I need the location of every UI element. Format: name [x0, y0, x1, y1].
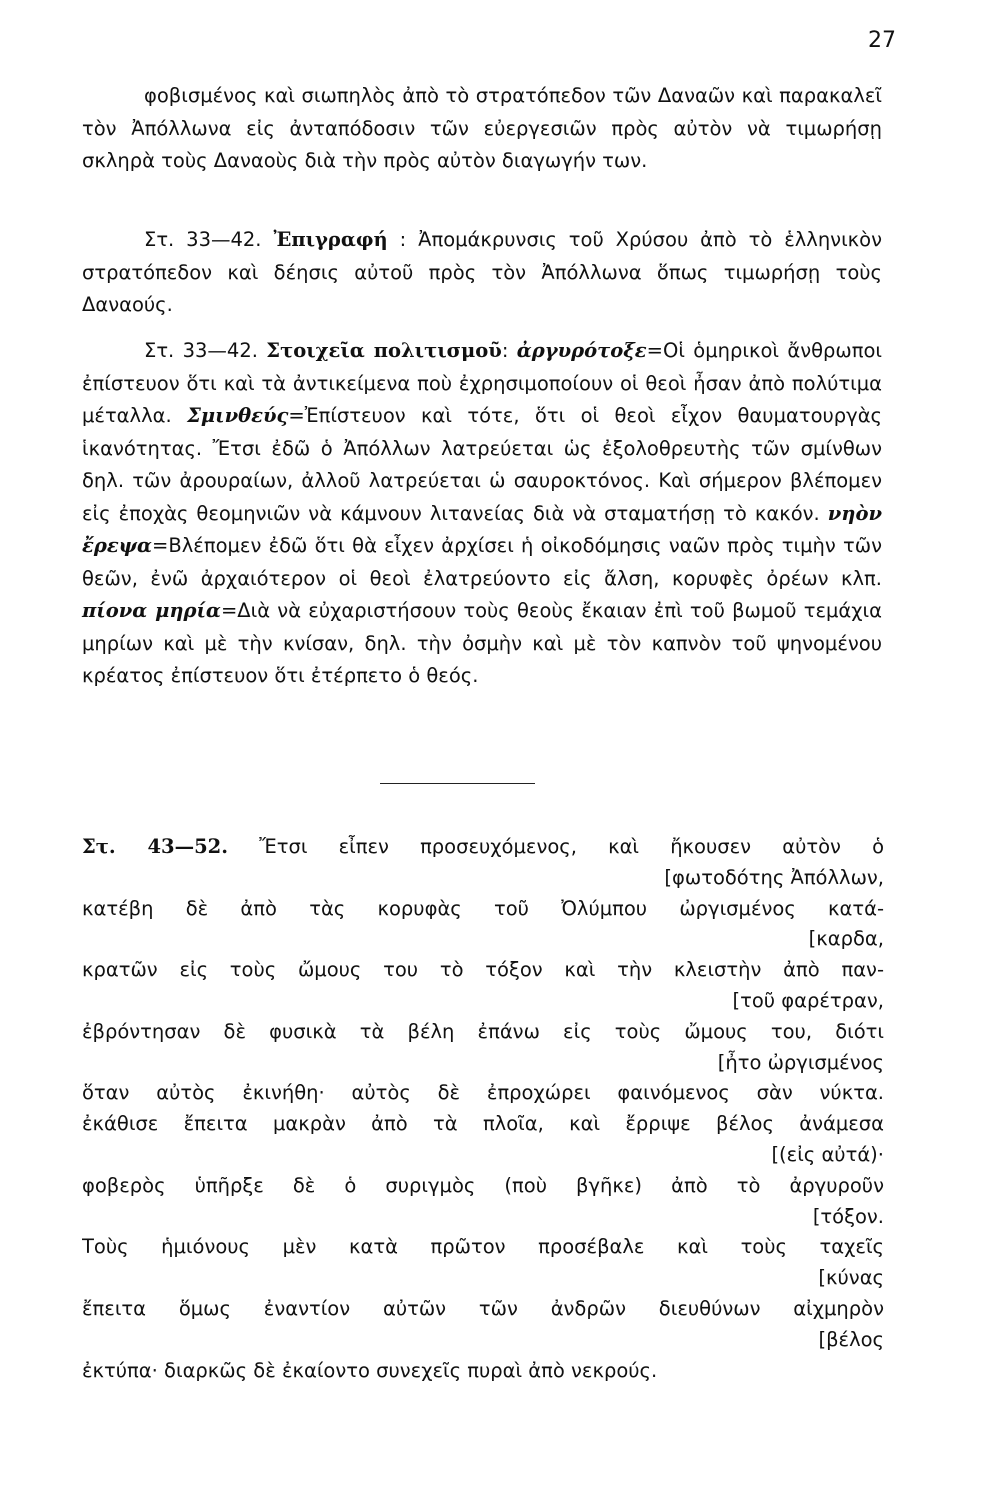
- verse-line-continuation: [τοῦ φαρέτραν,: [732, 988, 884, 1012]
- verse-reference: Στ. 33—42.: [144, 228, 262, 251]
- paragraph-text: =Ἐπίστευον καὶ τότε, ὅτι οἱ θεοὶ εἶχον θαυματουργὰς ἱκανότητας. Ἔτσι ἐδῶ ὁ Ἀπόλλων λατρεύεται ὡς ἐξολοθρευτὴς τῶν σμίνθων δηλ. τῶν ἀρουραίων, ἀλλοῦ λατρεύεται ὡ σαυροκτόνος. Καὶ σήμερον βλέπομεν εἰς ἐποχὰς θεομηνιῶν νὰ κάμνουν λιτανείας διὰ νὰ σταματήσῃ τὸ κακόν.: [82, 404, 883, 525]
- paragraph-text: =Οἱ ὁμηρικοὶ ἄνθρωποι ἐπίστευον ὅτι καὶ τὰ ἀντικείμενα ποὺ ἐχρησιμοποίουν οἱ θεοὶ ἦσαν ἀπὸ πολύτιμα μέταλλα.: [82, 339, 882, 427]
- verse-line-continuation: [καρδα,: [808, 927, 884, 951]
- section-heading: Στοιχεῖα πολιτισμοῦ: [266, 339, 502, 362]
- paragraph-text: : Ἀπομάκρυνσις τοῦ Χρύσου ἀπὸ τὸ ἑλληνικὸν στρατόπεδον καὶ δέησις αὐτοῦ πρὸς τὸν Ἀπόλλωνα ὅπως τιμωρήσῃ τοὺς Δαναούς.: [82, 228, 882, 316]
- keyword: ἀργυρότοξε: [516, 339, 647, 362]
- verse-line: ἐκτύπα· διαρκῶς δὲ ἐκαίοντο συνεχεῖς πυραὶ ἀπὸ νεκρούς.: [82, 1358, 658, 1382]
- commentary-paragraph-2: [82, 224, 882, 322]
- verse-line-continuation: [ἦτο ὠργισμένος: [717, 1050, 884, 1074]
- verse-line-continuation: [(εἰς αὐτά)·: [771, 1142, 884, 1166]
- verse-line: κατέβη δὲ ἀπὸ τὰς κορυφὰς τοῦ Ὀλύμπου ὠργισμένος κατά-: [82, 896, 884, 920]
- keyword: πίονα μηρία: [82, 599, 221, 622]
- paragraph-text: =Διὰ νὰ εὐχαριστήσουν τοὺς θεοὺς ἔκαιαν ἐπὶ τοῦ βωμοῦ τεμάχια μηρίων καὶ μὲ τὴν κνίσαν, δηλ. τὴν ὀσμὴν καὶ μὲ τὸν καπνὸν τοῦ ψηνομένου κρέατος ἐπίστευον ὅτι ἐτέρπετο ὁ θεός.: [82, 599, 882, 687]
- keyword: Σμινθεύς: [187, 404, 289, 427]
- verse-line: φοβερὸς ὑπῆρξε δὲ ὁ συριγμὸς (ποὺ βγῆκε) ἀπὸ τὸ ἀργυροῦν: [82, 1173, 884, 1197]
- verse-line-continuation: [κύνας: [818, 1266, 884, 1290]
- verse-translation: [82, 832, 884, 1386]
- verse-line: ἔπειτα ὅμως ἐναντίον αὐτῶν τῶν ἀνδρῶν διευθύνων αἰχμηρὸν: [82, 1296, 884, 1320]
- paragraph-text: :: [501, 339, 517, 362]
- verse-line-continuation: [βέλος: [818, 1327, 884, 1351]
- keyword: νηὸν ἔρεψα: [82, 501, 882, 557]
- section-divider: [380, 783, 535, 784]
- verse-line-continuation: [τόξον.: [812, 1204, 884, 1228]
- paragraph-text: =Βλέπομεν ἐδῶ ὅτι θὰ εἶχεν ἀρχίσει ἡ οἰκοδόμησις ναῶν πρὸς τιμὴν τῶν θεῶν, ἐνῶ ἀρχαιότερον οἱ θεοὶ ἐλατρεύοντο εἰς ἄλση, κορυφὲς ὀρέων κλπ.: [82, 534, 882, 590]
- page-number: 27: [868, 28, 896, 53]
- verse-line: ἐκάθισε ἔπειτα μακρὰν ἀπὸ τὰ πλοῖα, καὶ ἔρριψε βέλος ἀνάμεσα: [82, 1112, 884, 1136]
- verse-line: κρατῶν εἰς τοὺς ὤμους του τὸ τόξον καὶ τὴν κλειστὴν ἀπὸ παν-: [82, 958, 884, 982]
- verse-reference: Στ. 33—42.: [144, 339, 258, 362]
- section-heading: Ἐπιγραφή: [273, 228, 388, 251]
- verse-line-continuation: [φωτοδότης Ἀπόλλων,: [664, 865, 884, 889]
- verse-line: Τοὺς ἡμιόνους μὲν κατὰ πρῶτον προσέβαλε καὶ τοὺς ταχεῖς: [82, 1235, 884, 1259]
- verse-line: Στ. 43—52. Ἔτσι εἶπεν προσευχόμενος, καὶ ἤκουσεν αὐτὸν ὁ: [82, 835, 884, 858]
- paragraph-text: φοβισμένος καὶ σιωπηλὸς ἀπὸ τὸ στρατόπεδον τῶν Δαναῶν καὶ παρακαλεῖ τὸν Ἀπόλλωνα εἰς ἀνταπόδοσιν τῶν εὐεργεσιῶν πρὸς αὐτὸν νὰ τιμωρήσῃ σκληρὰ τοὺς Δαναοὺς διὰ τὴν πρὸς αὐτὸν διαγωγήν των.: [82, 84, 882, 172]
- commentary-paragraph-1: [82, 80, 882, 178]
- verse-line: ὅταν αὐτὸς ἐκινήθη· αὐτὸς δὲ ἐπροχώρει φαινόμενος σὰν νύκτα.: [82, 1081, 884, 1105]
- commentary-paragraph-3: [82, 335, 882, 693]
- verse-line: ἐβρόντησαν δὲ φυσικὰ τὰ βέλη ἐπάνω εἰς τοὺς ὤμους του, διότι: [82, 1019, 884, 1043]
- verse-reference: Στ. 43—52.: [82, 835, 229, 858]
